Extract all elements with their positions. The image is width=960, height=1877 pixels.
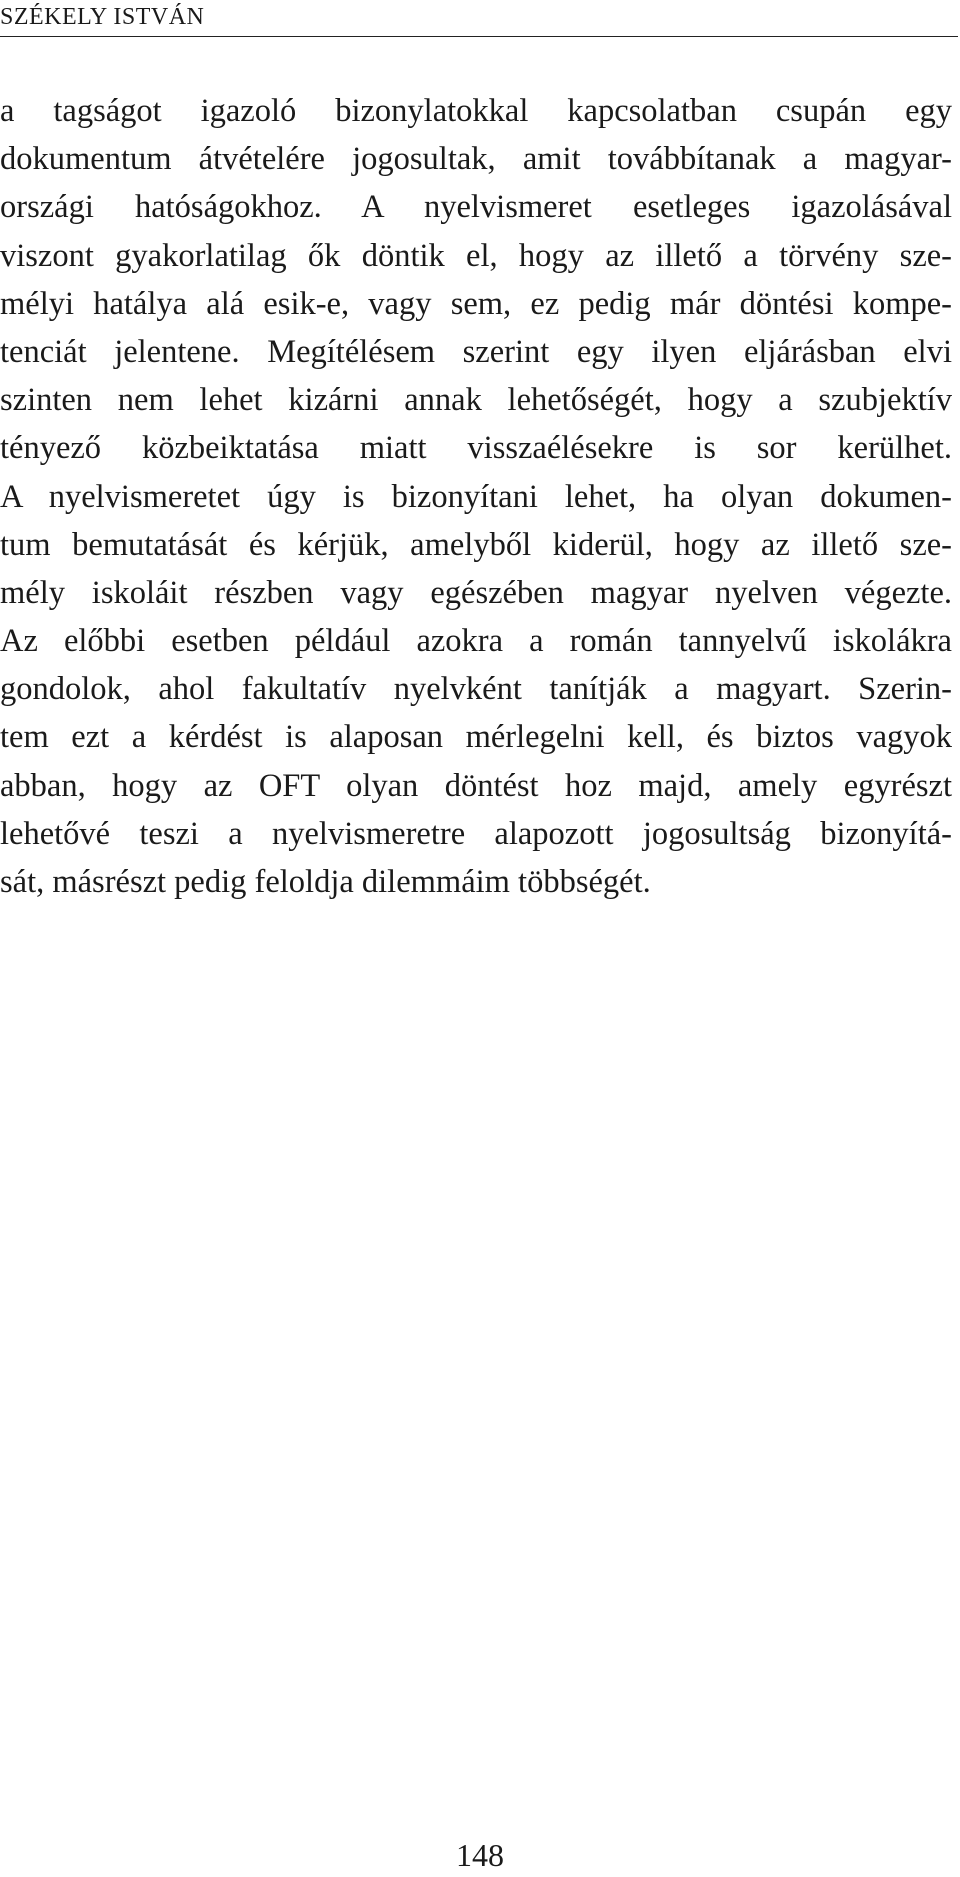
text-line: mélyi hatálya alá esik-e, vagy sem, ez pedig már döntési kompe- (0, 285, 952, 322)
text-line: gondolok, ahol fakultatív nyelvként tanítják a magyart. Szerin- (0, 671, 952, 708)
text-line: Az előbbi esetben például azokra a román tannyelvű iskolákra (0, 623, 952, 660)
text-line: mély iskoláit részben vagy egészében magyar nyelven végezte. (0, 574, 952, 611)
header-rule (0, 36, 958, 37)
text-line: tenciát jelentene. Megítélésem szerint egy ilyen eljárásban elvi (0, 333, 952, 370)
text-line: országi hatóságokhoz. A nyelvismeret esetleges igazolásával (0, 189, 952, 226)
body-paragraph (0, 87, 952, 906)
text-line: a tagságot igazoló bizonylatokkal kapcsolatban csupán egy (0, 93, 952, 129)
text-line: tem ezt a kérdést is alaposan mérlegelni kell, és biztos vagyok (0, 719, 952, 756)
text-line: lehetővé teszi a nyelvismeretre alapozott jogosultság bizonyítá- (0, 815, 952, 852)
text-line-last: sát, másrészt pedig feloldja dilemmáim többségét. (0, 864, 651, 900)
text-line: abban, hogy az OFT olyan döntést hoz majd, amely egyrészt (0, 767, 952, 804)
running-head: SZÉKELY ISTVÁN (0, 4, 205, 30)
text-line: szinten nem lehet kizárni annak lehetőségét, hogy a szubjektív (0, 382, 952, 419)
text-line: viszont gyakorlatilag ők döntik el, hogy az illető a törvény sze- (0, 237, 952, 274)
text-line: A nyelvismeretet úgy is bizonyítani lehet, ha olyan dokumen- (0, 478, 952, 515)
text-line: tum bemutatását és kérjük, amelyből kiderül, hogy az illető sze- (0, 526, 952, 563)
page-number: 148 (456, 1837, 504, 1873)
text-line: dokumentum átvételére jogosultak, amit továbbítanak a magyar- (0, 141, 952, 178)
text-line: tényező közbeiktatása miatt visszaélésekre is sor kerülhet. (0, 430, 952, 467)
